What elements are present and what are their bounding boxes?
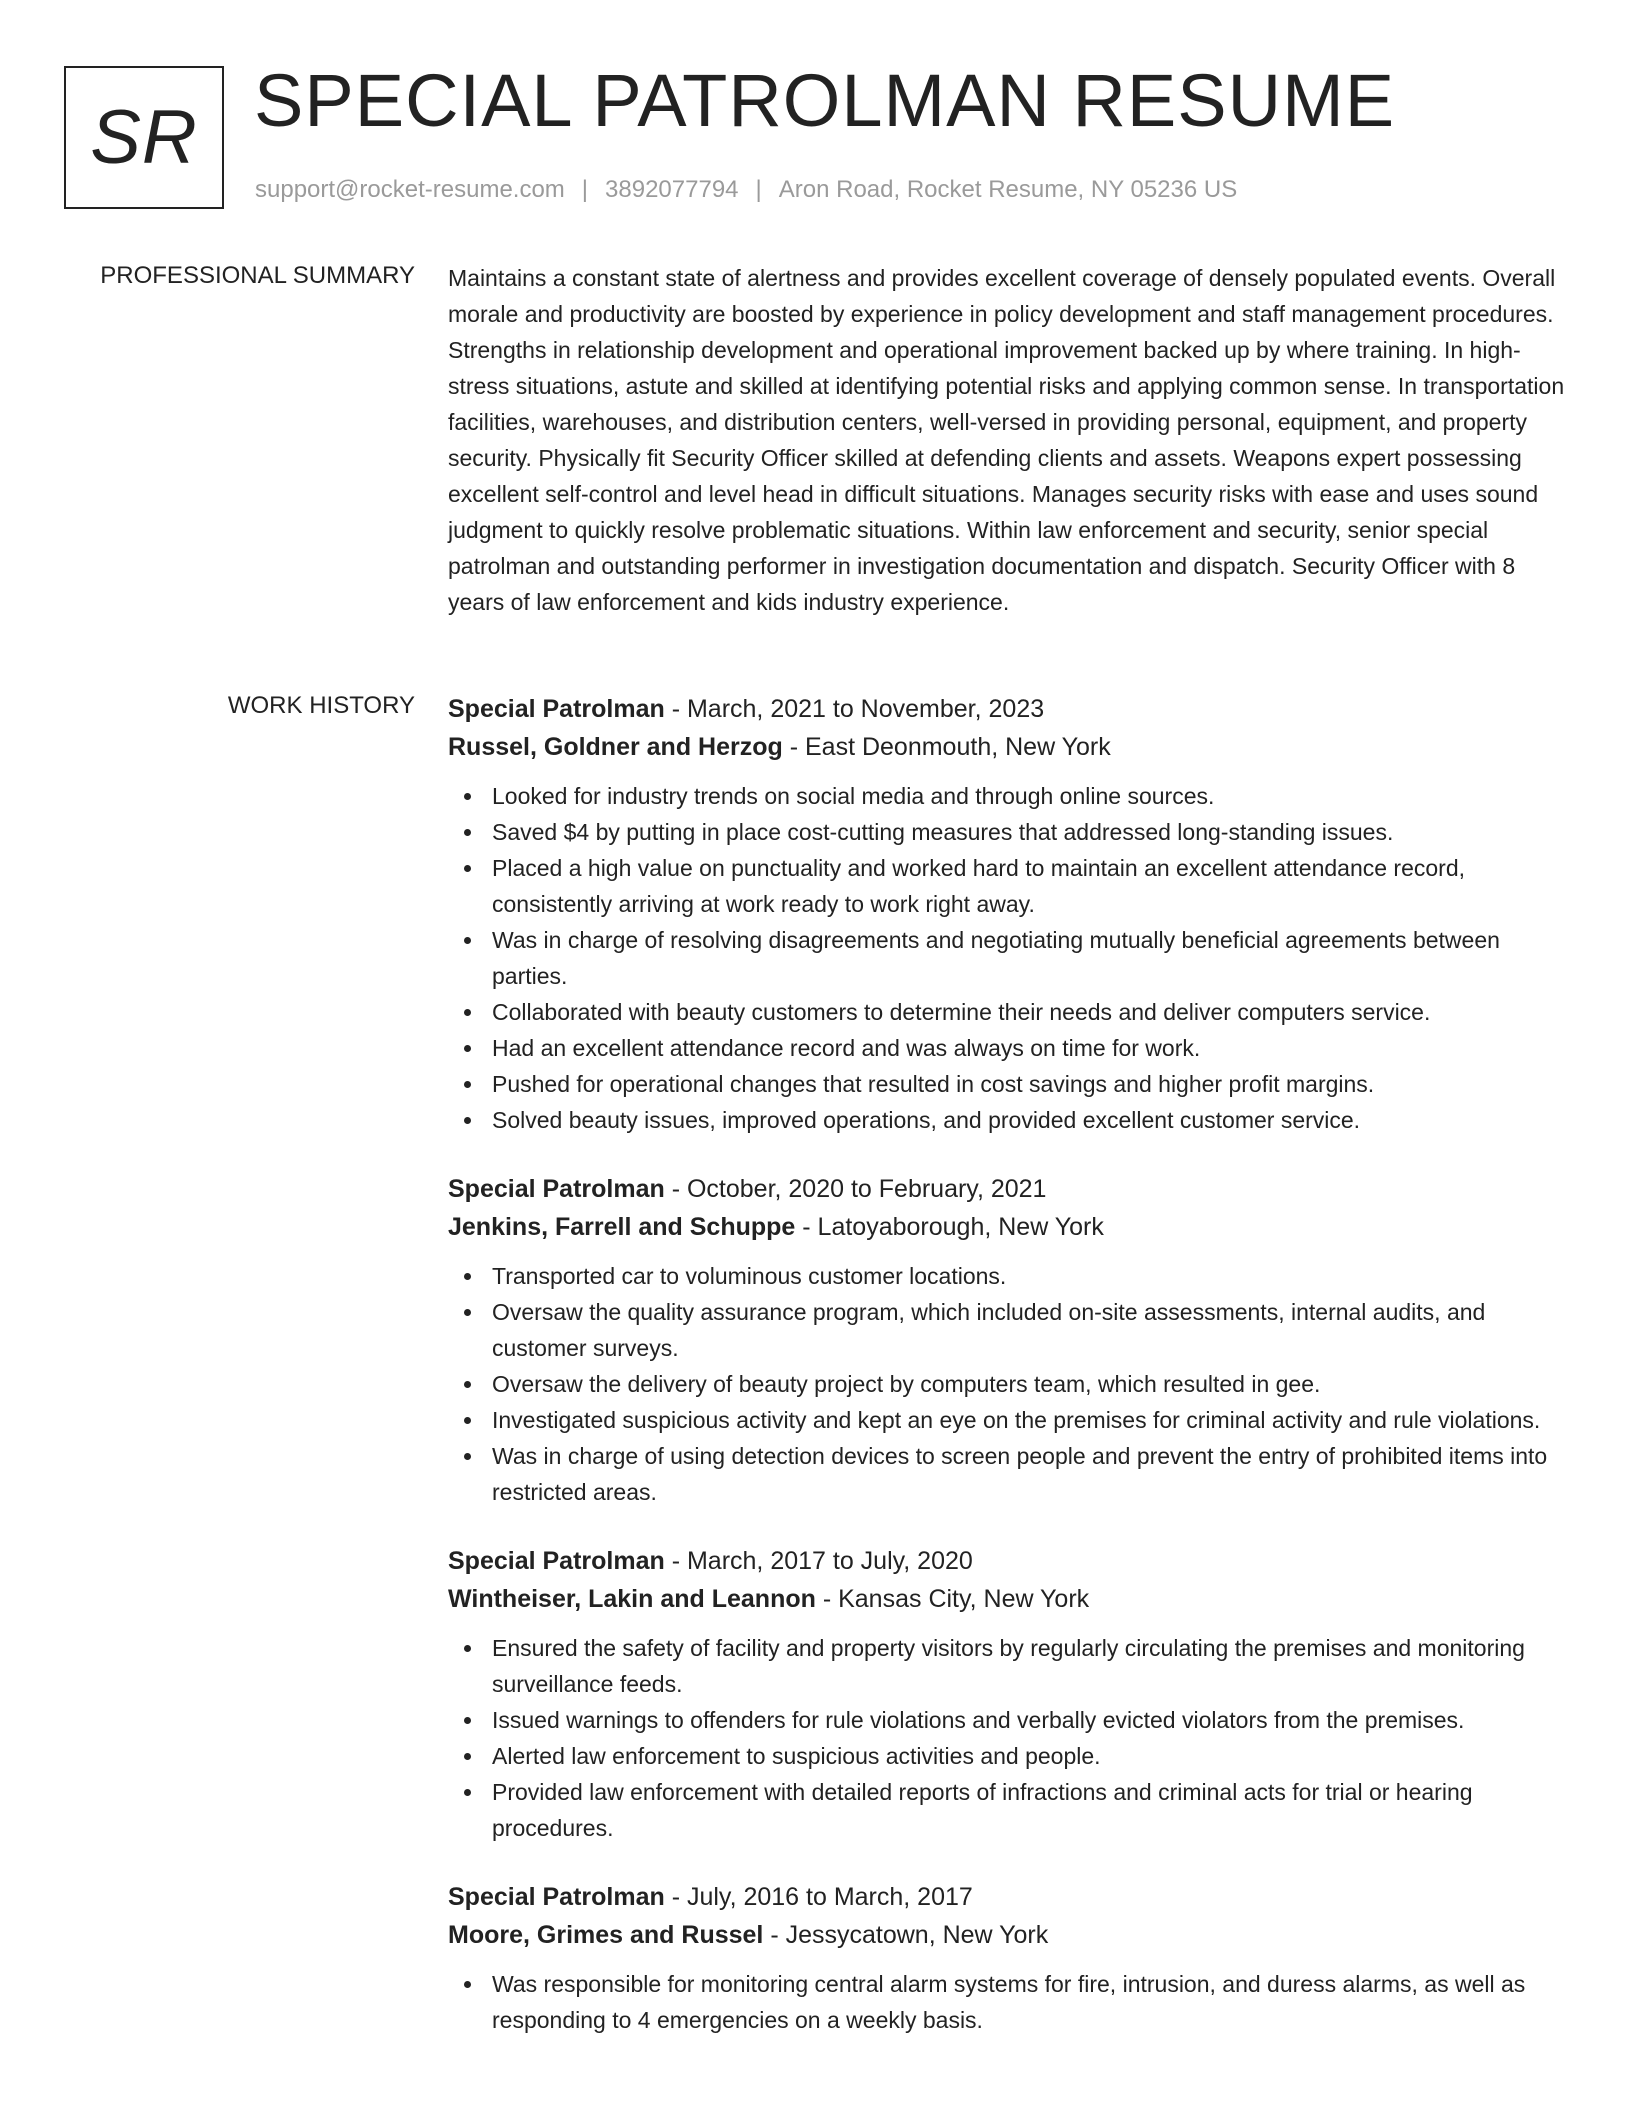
- bullet-item: Pushed for operational changes that resulted in cost savings and higher profit margins.: [448, 1066, 1568, 1102]
- job-company-line: [448, 1208, 1568, 1246]
- job-entry: [448, 690, 1568, 1138]
- bullet-item: Had an excellent attendance record and was always on time for work.: [448, 1030, 1568, 1066]
- job-entry: [448, 1170, 1568, 1510]
- work-history-list: [448, 690, 1568, 2070]
- job-title-line: [448, 1878, 1568, 1916]
- job-bullets: [448, 778, 1568, 1138]
- job-title-line: [448, 690, 1568, 728]
- job-company: Jenkins, Farrell and Schuppe: [448, 1213, 796, 1241]
- job-company: Moore, Grimes and Russel: [448, 1921, 764, 1949]
- bullet-item: Oversaw the quality assurance program, which included on-site assessments, internal audits, and customer surveys.: [448, 1294, 1568, 1366]
- contact-address: Aron Road, Rocket Resume, NY 05236 US: [778, 176, 1238, 203]
- job-location: - Jessycatown, New York: [763, 1921, 1049, 1949]
- job-dates: - March, 2021 to November, 2023: [664, 695, 1045, 723]
- bullet-item: Placed a high value on punctuality and worked hard to maintain an excellent attendance record, consistently arriving at work ready to work right away.: [448, 850, 1568, 922]
- bullet-item: Alerted law enforcement to suspicious activities and people.: [448, 1738, 1568, 1774]
- section-label-work-history: WORK HISTORY: [227, 692, 415, 719]
- bullet-item: Ensured the safety of facility and property visitors by regularly circulating the premises and monitoring surveillance feeds.: [448, 1630, 1568, 1702]
- job-dates: - October, 2020 to February, 2021: [664, 1175, 1047, 1203]
- job-company-line: [448, 728, 1568, 766]
- contact-email: support@rocket-resume.com: [255, 176, 565, 203]
- job-entry: [448, 1542, 1568, 1846]
- bullet-item: Investigated suspicious activity and kept an eye on the premises for criminal activity and rule violations.: [448, 1402, 1568, 1438]
- job-location: - Latoyaborough, New York: [795, 1213, 1104, 1241]
- bullet-item: Was in charge of using detection devices to screen people and prevent the entry of prohibited items into restricted areas.: [448, 1438, 1568, 1510]
- bullet-item: Was responsible for monitoring central alarm systems for fire, intrusion, and duress alarms, as well as responding to 4 emergencies on a weekly basis.: [448, 1966, 1568, 2038]
- job-bullets: [448, 1258, 1568, 1510]
- bullet-item: Oversaw the delivery of beauty project by computers team, which resulted in gee.: [448, 1366, 1568, 1402]
- summary-text: Maintains a constant state of alertness and provides excellent coverage of densely populated events. Overall morale and productivity are boosted by experience in policy development and staff management procedures. Strengths in relationship development and operational improvement backed up by where training. In high-stress situations, astute and skilled at identifying potential risks and applying common sense. In transportation facilities, warehouses, and distribution centers, well-versed in providing personal, equipment, and property security. Physically fit Security Officer skilled at defending clients and assets. Weapons expert possessing excellent self-control and level head in difficult situations. Manages security risks with ease and uses sound judgment to quickly resolve problematic situations. Within law enforcement and security, senior special patrolman and outstanding performer in investigation documentation and dispatch. Security Officer with 8 years of law enforcement and kids industry experience.: [448, 265, 1565, 615]
- bullet-item: Transported car to voluminous customer locations.: [448, 1258, 1568, 1294]
- bullet-item: Solved beauty issues, improved operations, and provided excellent customer service.: [448, 1102, 1568, 1138]
- job-bullets: [448, 1966, 1568, 2038]
- job-company-line: [448, 1580, 1568, 1618]
- job-title: Special Patrolman: [448, 1547, 665, 1575]
- bullet-item: Was in charge of resolving disagreements and negotiating mutually beneficial agreements between parties.: [448, 922, 1568, 994]
- job-company: Russel, Goldner and Herzog: [448, 733, 783, 761]
- job-bullets: [448, 1630, 1568, 1846]
- job-entry: [448, 1878, 1568, 2038]
- bullet-item: Collaborated with beauty customers to determine their needs and deliver computers service.: [448, 994, 1568, 1030]
- job-dates: - July, 2016 to March, 2017: [664, 1883, 973, 1911]
- job-title: Special Patrolman: [448, 1175, 665, 1203]
- job-company: Wintheiser, Lakin and Leannon: [448, 1585, 816, 1613]
- job-location: - East Deonmouth, New York: [782, 733, 1111, 761]
- job-title-line: [448, 1542, 1568, 1580]
- contact-separator: |: [755, 176, 762, 203]
- job-title: Special Patrolman: [448, 1883, 665, 1911]
- job-company-line: [448, 1916, 1568, 1954]
- bullet-item: Provided law enforcement with detailed reports of infractions and criminal acts for trial or hearing procedures.: [448, 1774, 1568, 1846]
- bullet-item: Issued warnings to offenders for rule violations and verbally evicted violators from the premises.: [448, 1702, 1568, 1738]
- job-title: Special Patrolman: [448, 695, 665, 723]
- section-label-summary: PROFESSIONAL SUMMARY: [100, 262, 415, 289]
- bullet-item: Looked for industry trends on social media and through online sources.: [448, 778, 1568, 814]
- resume-title: SPECIAL PATROLMAN RESUME: [254, 59, 1396, 142]
- job-location: - Kansas City, New York: [815, 1585, 1090, 1613]
- contact-phone: 3892077794: [605, 176, 739, 203]
- monogram-box: [64, 66, 224, 209]
- bullet-item: Saved $4 by putting in place cost-cutting measures that addressed long-standing issues.: [448, 814, 1568, 850]
- contact-separator: |: [581, 176, 589, 203]
- job-title-line: [448, 1170, 1568, 1208]
- monogram-initials: SR: [90, 95, 198, 180]
- job-dates: - March, 2017 to July, 2020: [664, 1547, 973, 1575]
- contact-line: [255, 176, 1237, 204]
